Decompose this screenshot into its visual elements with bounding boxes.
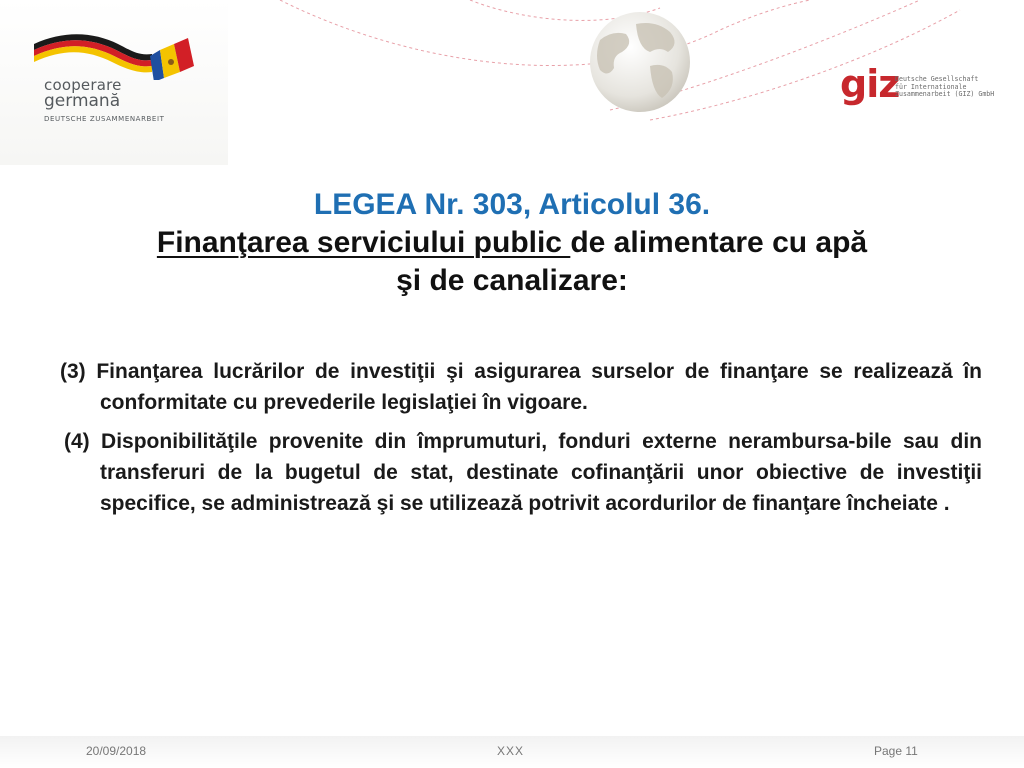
giz-text-line-2: für Internationale xyxy=(895,82,967,91)
giz-logo: giz xyxy=(840,62,900,106)
giz-logo-text xyxy=(895,76,994,99)
paragraph-3: (3) Finanţarea lucrărilor de investiţii şi asigurarea surselor de finanţare se realizează în conformitate cu prevederile legislaţiei în vigoare. xyxy=(60,360,982,414)
slide-title xyxy=(60,186,964,300)
footer-page-number: Page 11 xyxy=(874,744,918,758)
logo-text-deutsche-zusammenarbeit: DEUTSCHE ZUSAMMENARBEIT xyxy=(44,115,165,123)
title-underlined-phrase: Finanţarea serviciului public xyxy=(156,226,571,259)
flag-ribbon-icon xyxy=(34,30,194,80)
logo-text-germana: germană xyxy=(44,91,121,111)
globe-icon xyxy=(590,12,690,112)
title-subject-line xyxy=(60,224,964,262)
footer-date: 20/09/2018 xyxy=(86,744,147,758)
article-body xyxy=(60,356,982,527)
footer-center-label: XXX xyxy=(497,744,525,758)
title-law-reference: LEGEA Nr. 303, Articolul 36. xyxy=(313,188,711,221)
logo-text-cooperare: cooperare xyxy=(44,76,122,94)
giz-text-line-1: Deutsche Gesellschaft xyxy=(895,75,979,83)
cooperare-germana-logo xyxy=(0,0,228,165)
paragraph-4: (4) Disponibilităţile provenite din împrumuturi, fonduri externe nerambursa-bile sau din transferuri de la bugetul de stat, destinate cofinanţării unor obiective de investiţii specifice, se administrează şi se utilizează potrivit acordurilor de finanţare încheiate . xyxy=(64,430,982,515)
title-subject-end: şi de canalizare: xyxy=(396,264,628,297)
title-subject-rest: de alimentare cu apă xyxy=(570,226,868,259)
giz-text-line-3: Zusammenarbeit (GIZ) GmbH xyxy=(895,90,995,98)
